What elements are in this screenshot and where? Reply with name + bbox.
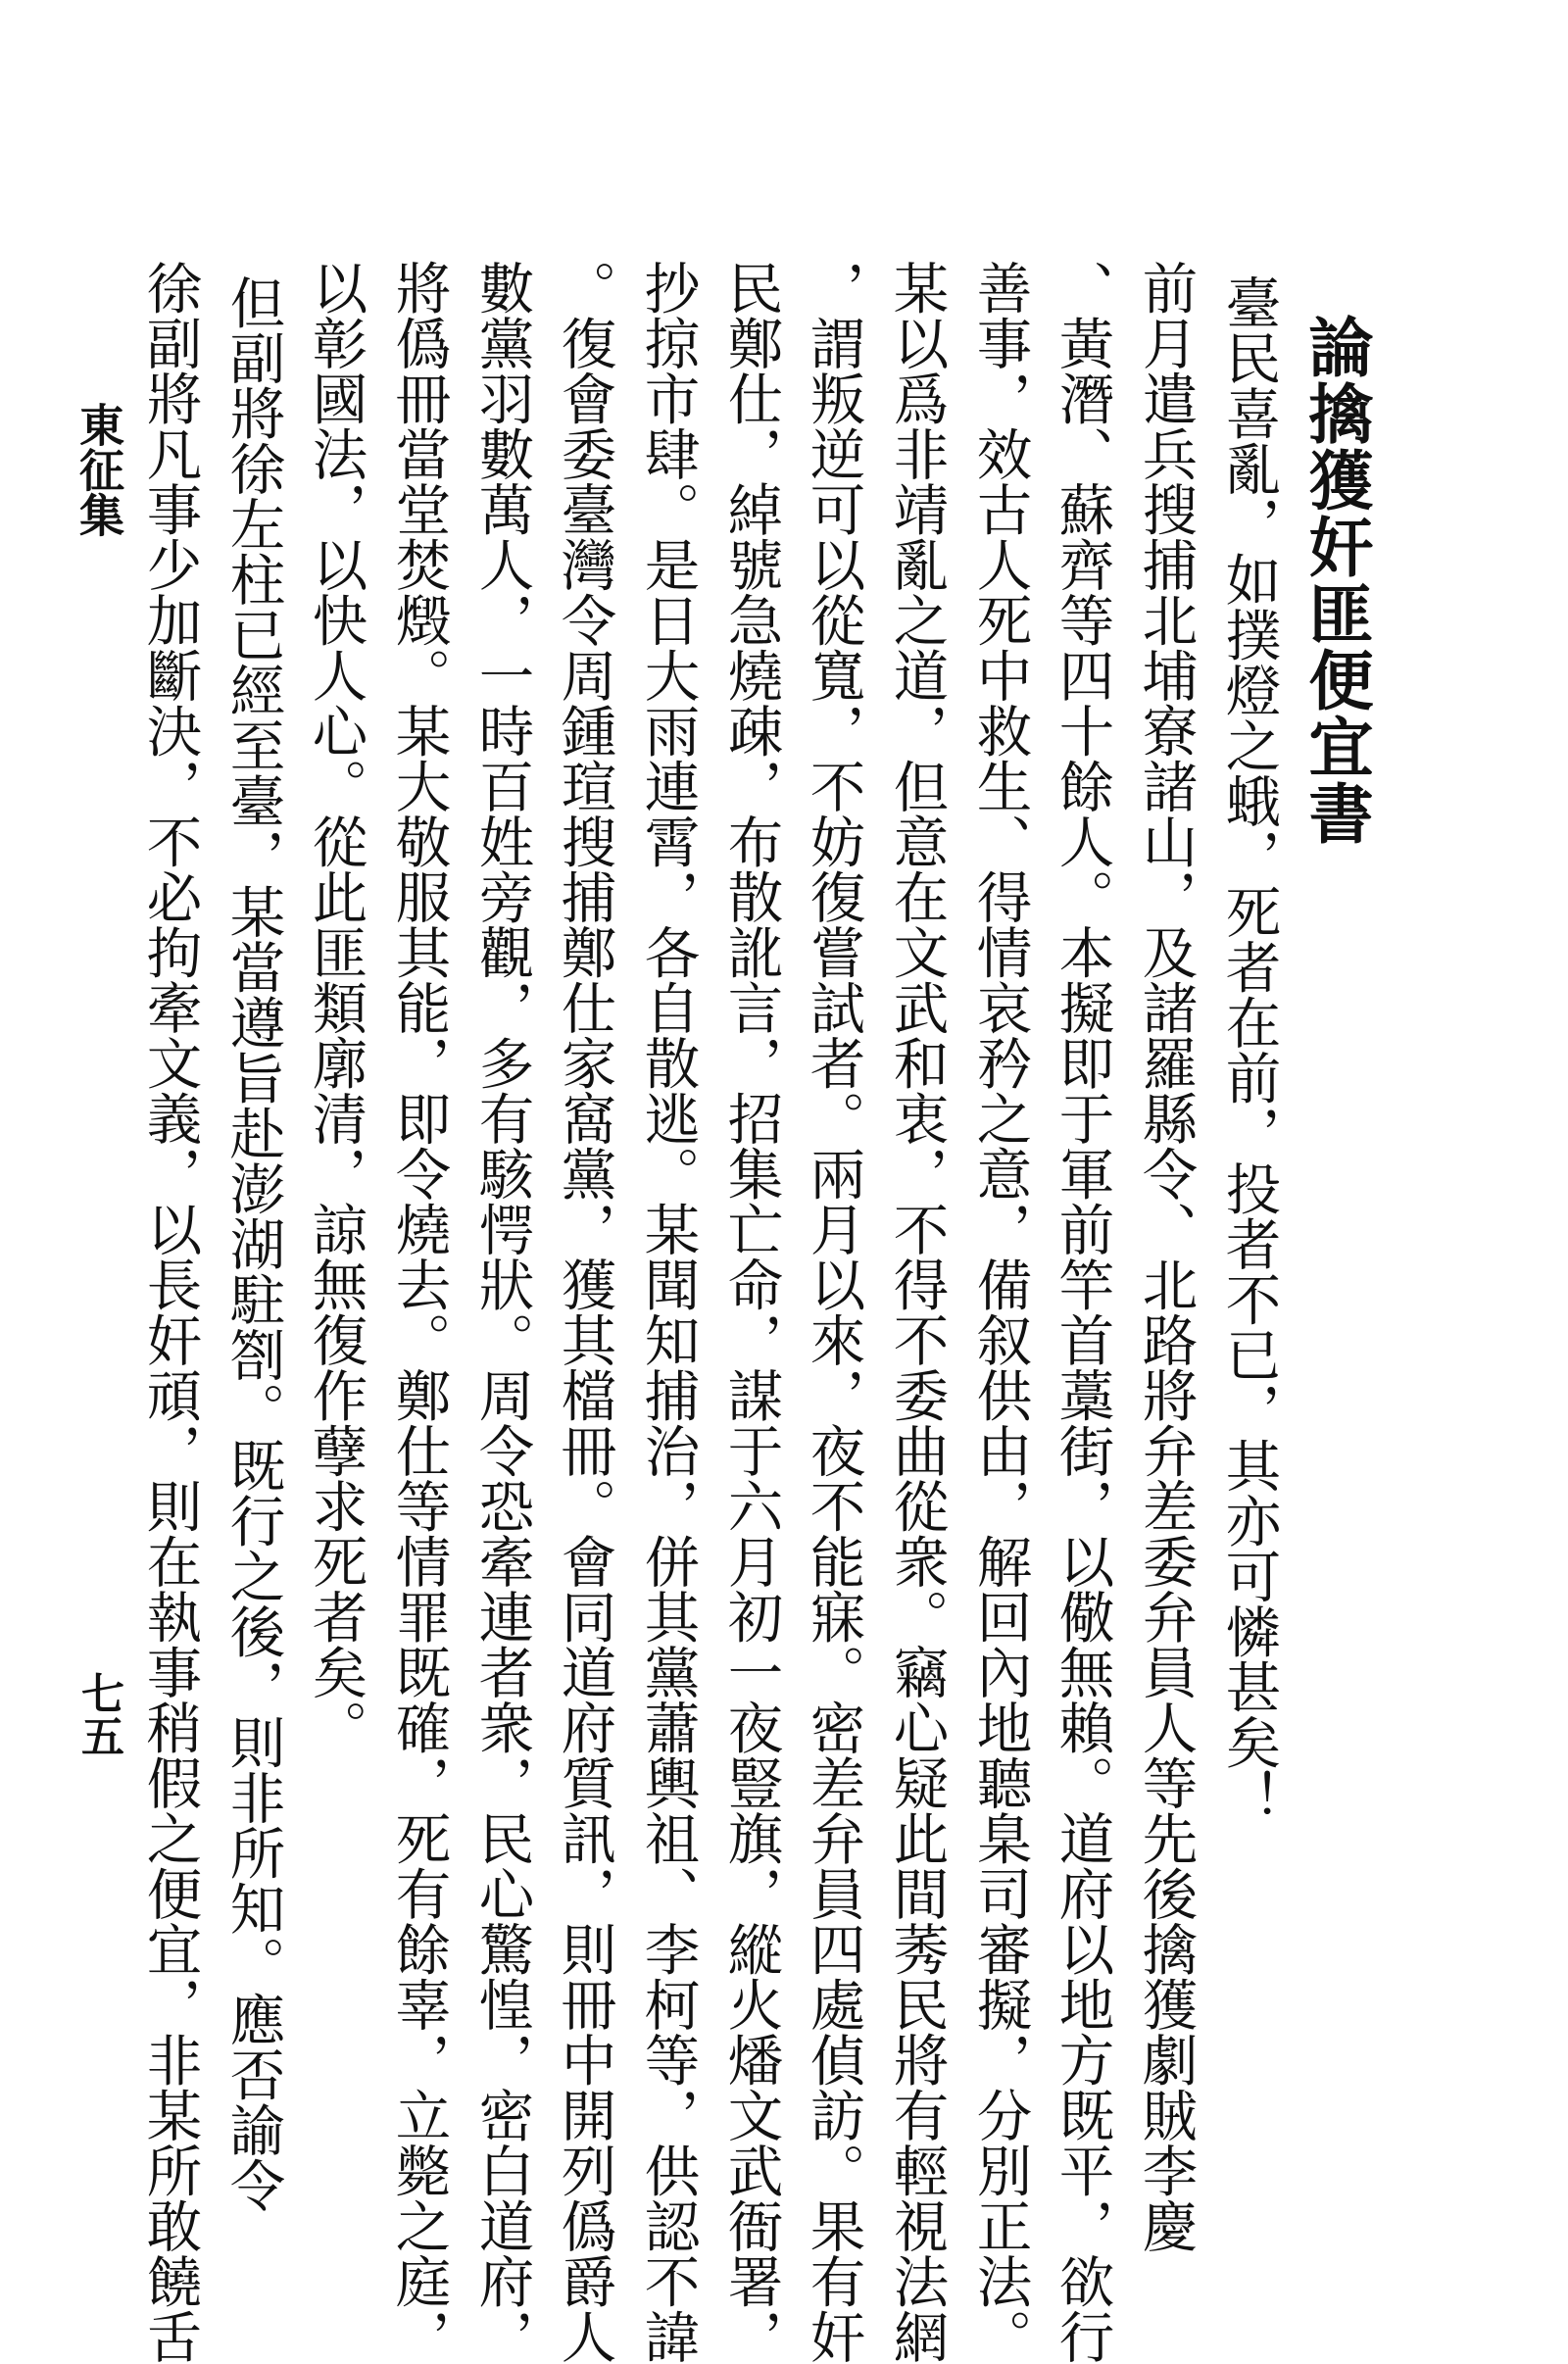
text-column-7: 民鄭仕，綽號急燒疎，布散訛言，招集亡命，謀于六月初一夜豎旗，縱火燔文武衙署， <box>718 260 783 2364</box>
running-title: 東征集 <box>73 402 125 537</box>
text-column-1: 臺民喜亂，如撲燈之蛾，死者在前，投者不已，其亦可憐甚矣！ <box>1216 274 1281 1825</box>
text-column-2: 前月遣兵搜捕北埔寮諸山，及諸羅縣令、北路將弁差委弁員人等先後擒獲劇賊李慶 <box>1133 260 1198 2253</box>
text-column-12: 以彰國法，以快人心。從此匪類廓清，諒無復作孽求死者矣。 <box>303 260 368 1755</box>
text-column-4: 善事，效古人死中救生、得情哀矜之意，備叙供由，解回內地聽臬司審擬，分別正法。 <box>967 260 1032 2364</box>
text-column-8: 抄掠市肆。是日大雨連霄，各自散逃。某聞知捕治，併其黨蕭輿祖、李柯等，供認不諱 <box>635 260 700 2364</box>
page-number: 七五 <box>74 1671 123 1757</box>
text-column-6: ，謂叛逆可以從寬，不妨復嘗試者。兩月以來，夜不能寐。密差弁員四處偵訪。果有奸 <box>801 260 865 2364</box>
text-column-11: 將僞冊當堂焚燬。某大敬服其能，即令燒去。鄭仕等情罪既確，死有餘辜，立斃之庭， <box>386 260 451 2364</box>
text-column-13: 但副將徐左柱已經至臺，某當遵旨赴澎湖駐劄。既行之後，則非所知。應否諭令 <box>220 274 285 2213</box>
text-column-10: 數黨羽數萬人，一時百姓旁觀，多有駭愕狀。周令恐牽連者衆，民心驚惶，密白道府， <box>469 260 534 2364</box>
text-column-14: 徐副將凡事少加斷決，不必拘牽文義，以長奸頑，則在執事稍假之便宜，非某所敢饒舌 <box>137 260 202 2364</box>
text-column-5: 某以爲非靖亂之道，但意在文武和衷，不得不委曲從衆。竊心疑此間莠民將有輕視法網 <box>884 260 949 2364</box>
text-column-3: 、黃潛、蘇齊等四十餘人。本擬即于軍前竿首藁街，以儆無賴。道府以地方既平，欲行 <box>1050 260 1114 2364</box>
text-column-9: 。復會委臺灣令周鍾瑄搜捕鄭仕家窩黨，獲其檔冊。會同道府質訊，則冊中開列僞爵人 <box>552 260 616 2364</box>
essay-title: 論擒獲奸匪便宜書 <box>1298 314 1374 847</box>
